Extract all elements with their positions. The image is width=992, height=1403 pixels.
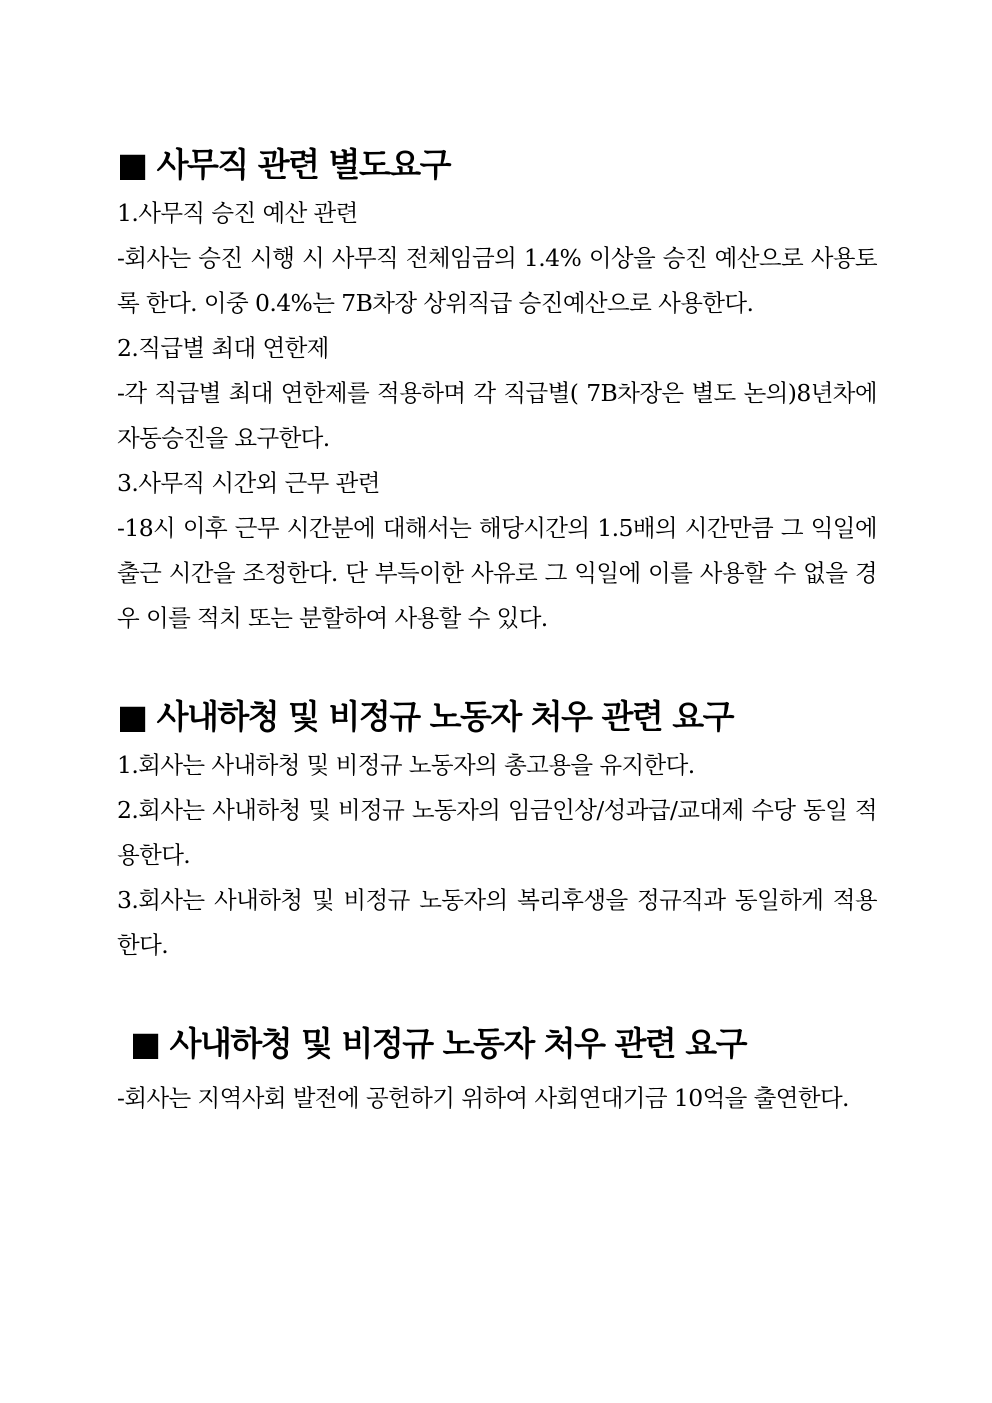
item-text: -각 직급별 최대 연한제를 적용하며 각 직급별( 7B차장은 별도 논의)8년차에 자동승진을 요구한다. (117, 379, 877, 452)
section-community-fund (130, 1024, 890, 1064)
item-text: -회사는 승진 시행 시 사무직 전체임금의 1.4% 이상을 승진 예산으로 사용토록 한다. 이중 0.4%는 7B차장 상위직급 승진예산으로 사용한다. (117, 244, 877, 317)
section-office-demands (117, 145, 877, 641)
section-subcontract-demands (117, 697, 877, 968)
item-text: 2.회사는 사내하청 및 비정규 노동자의 임금인상/성과급/교대제 수당 동일 적용한다. (117, 796, 877, 869)
section-heading: ■ 사내하청 및 비정규 노동자 처우 관련 요구 (117, 697, 734, 736)
section-body (117, 743, 877, 968)
section-body (117, 191, 877, 641)
section-heading: ■ 사내하청 및 비정규 노동자 처우 관련 요구 (130, 1024, 747, 1063)
item-text: 1.회사는 사내하청 및 비정규 노동자의 총고용을 유지한다. (117, 751, 695, 779)
item-title: 2.직급별 최대 연한제 (117, 334, 329, 362)
section-community-fund-body (117, 1076, 877, 1121)
section-heading: ■ 사무직 관련 별도요구 (117, 145, 451, 184)
item-text: -18시 이후 근무 시간분에 대해서는 해당시간의 1.5배의 시간만큼 그 익일에 출근 시간을 조정한다. 단 부득이한 사유로 그 익일에 이를 사용할 수 없을 경우 이를 적치 또는 분할하여 사용할 수 있다. (117, 514, 877, 632)
item-title: 3.사무직 시간외 근무 관련 (117, 469, 380, 497)
item-title: 1.사무직 승진 예산 관련 (117, 199, 358, 227)
item-text: 3.회사는 사내하청 및 비정규 노동자의 복리후생을 정규직과 동일하게 적용한다. (117, 886, 877, 959)
item-text: -회사는 지역사회 발전에 공헌하기 위하여 사회연대기금 10억을 출연한다. (117, 1084, 849, 1112)
